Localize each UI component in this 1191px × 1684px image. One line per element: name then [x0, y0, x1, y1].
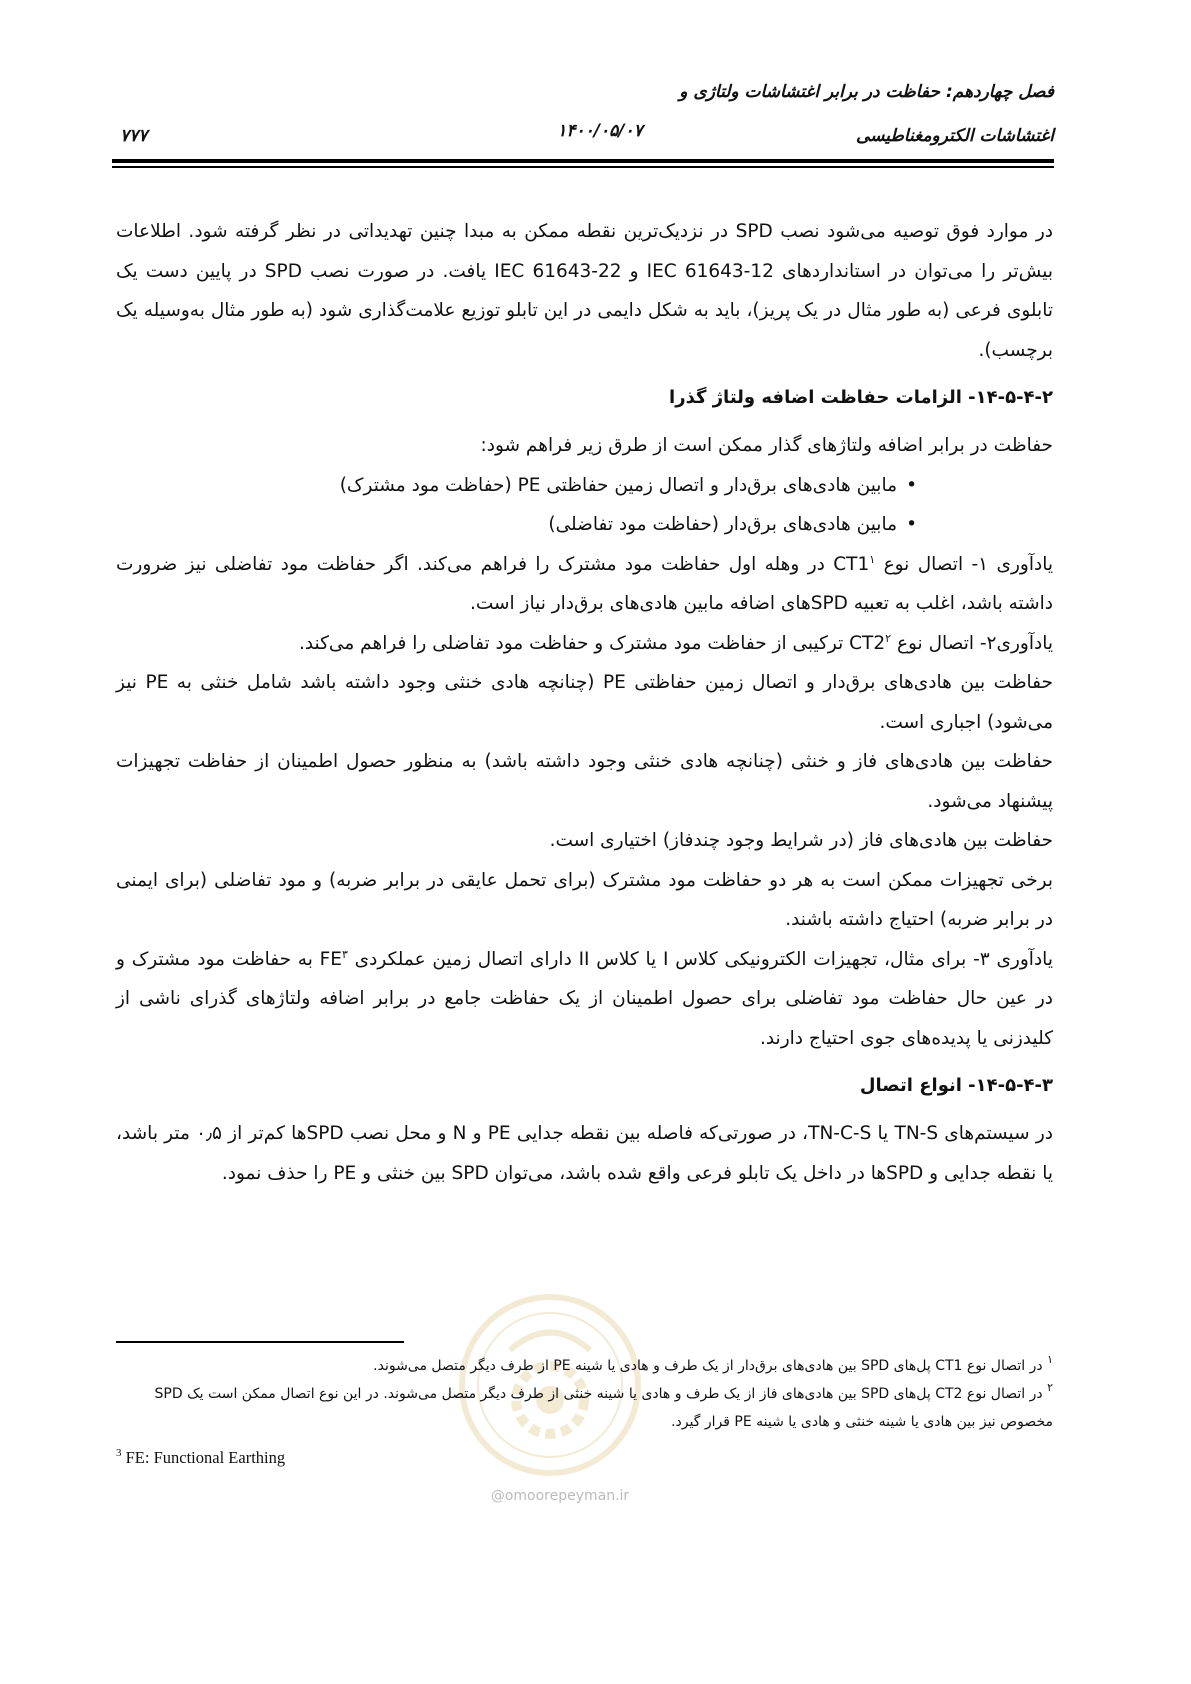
bullet-list — [116, 466, 1053, 545]
footnote-mark: 3 — [116, 1447, 122, 1459]
note-text: در وهله اول حفاظت مود مشترک را فراهم می‌کند. اگر حفاظت مود تفاضلی نیز ضرورت داشته باشد، اغلب به تعبیه SPDهای اضافه مابین هادی‌های برق‌دار نیاز است. — [116, 553, 1053, 614]
footnote-ref: ۱ — [869, 552, 876, 566]
footnote-mark: ۲ — [1047, 1381, 1053, 1394]
paragraph: حفاظت بین هادی‌های فاز (در شرایط وجود چندفاز) اختیاری است. — [549, 830, 1053, 851]
chapter-title: فصل چهاردهم: حفاظت در برابر اغتشاشات ولتاژی و — [679, 82, 1054, 102]
footnote-mark: ۱ — [1047, 1353, 1053, 1366]
body-text — [116, 212, 1053, 1193]
paragraph: برخی تجهیزات ممکن است به هر دو حفاظت مود مشترک (برای تحمل عایقی در برابر ضربه) و مود تفاضلی (برای ایمنی در برابر ضربه) احتیاج داشته باشند. — [116, 869, 1053, 930]
page-number: ۷۷۷ — [120, 126, 148, 146]
paragraph: در موارد فوق توصیه می‌شود نصب SPD در نزدیک‌ترین نقطه ممکن به مبدا چنین تهدیداتی در نظر گرفته شود. اطلاعات بیش‌تر را می‌توان در استانداردهای IEC 61643-12 و IEC 61643-22 یافت. در صورت نصب SPD در پایین دست یک تابلوی فرعی (به طور مثال در یک پریز)، باید به شکل دایمی در این تابلو توزیع علامت‌گذاری شود (به طور مثال به‌وسیله یک برچسب). — [116, 221, 1053, 361]
footnote-ref: ۲ — [885, 631, 892, 645]
note-text: یادآوری ۱- اتصال نوع CT1 — [833, 553, 1053, 575]
header-rule-thin — [112, 166, 1054, 168]
footnote-3 — [116, 1444, 1053, 1472]
footnotes — [116, 1352, 1053, 1472]
paragraph: حفاظت در برابر اضافه ولتاژهای گذار ممکن است از طرق زیر فراهم شود: — [480, 435, 1053, 456]
footnote-text: در اتصال نوع CT2 پل‌های SPD بین هادی‌های فاز از یک طرف و هادی یا شینه خنثی از طرف دیگر متصل می‌شوند. در این نوع اتصال ممکن است یک SPD مخصوص نیز بین هادی یا شینه خنثی و هادی یا شینه PE قرار گیرد. — [154, 1386, 1053, 1430]
note-1 — [116, 545, 1053, 624]
footnote-text: FE: Functional Earthing — [121, 1448, 286, 1467]
footnote-2 — [116, 1380, 1053, 1436]
note-text: ترکیبی از حفاظت مود مشترک و حفاظت مود تفاضلی را فراهم می‌کند. — [298, 632, 850, 654]
note-text: یادآوری۲- اتصال نوع CT2 — [849, 632, 1053, 654]
note-text: یادآوری ۳- برای مثال، تجهیزات الکترونیکی کلاس I یا کلاس II دارای اتصال زمین عملکردی FE — [319, 948, 1053, 970]
footnote-text: در اتصال نوع CT1 پل‌های SPD بین هادی‌های برق‌دار از یک طرف و هادی یا شینه PE از طرف دیگر متصل می‌شوند. — [373, 1358, 1048, 1374]
header-date: ۱۴۰۰/۰۵/۰۷ — [557, 121, 643, 141]
note-text: به حفاظت مود مشترک و در عین حال حفاظت مود تفاضلی برای حصول اطمینان از یک حفاظت جامع در برابر اضافه ولتاژهای گذرای ناشی از کلیدزنی یا پدیده‌های جوی احتیاج دارند. — [116, 948, 1053, 1049]
chapter-subtitle: اغتشاشات الکترومغناطیسی — [855, 126, 1054, 146]
watermark-site: @omoorepeyman.ir — [490, 1488, 630, 1504]
note-2 — [116, 624, 1053, 664]
paragraph: در سیستم‌های TN-S یا TN-C-S، در صورتی‌که فاصله بین نقطه جدایی PE و N و محل نصب SPDها کم‌تر از ۰٫۵ متر باشد، یا نقطه جدایی و SPDها در داخل یک تابلو فرعی واقع شده باشد، می‌توان SPD بین خنثی و PE را حذف نمود. — [116, 1123, 1053, 1184]
note-3 — [116, 940, 1053, 1059]
paragraph: حفاظت بین هادی‌های فاز و خنثی (چنانچه هادی خنثی وجود داشته باشد) به منظور حصول اطمینان از حفاظت تجهیزات پیشنهاد می‌شود. — [116, 751, 1053, 812]
list-item: • مابین هادی‌های برق‌دار و اتصال زمین حفاظتی PE (حفاظت مود مشترک) — [116, 466, 1053, 506]
section-heading: ۱۴-۵-۴-۳- انواع اتصال — [859, 1075, 1053, 1096]
footnote-separator — [116, 1341, 404, 1343]
footnote-ref: ۳ — [341, 947, 348, 961]
list-item: • مابین هادی‌های برق‌دار (حفاظت مود تفاضلی) — [116, 505, 1053, 545]
paragraph: حفاظت بین هادی‌های برق‌دار و اتصال زمین حفاظتی PE (چنانچه هادی خنثی وجود داشته باشد شامل خنثی به PE نیز می‌شود) اجباری است. — [116, 672, 1053, 733]
footnote-1 — [116, 1352, 1053, 1380]
header-rule-thick — [112, 159, 1054, 163]
section-heading: ۱۴-۵-۴-۲- الزامات حفاظت اضافه ولتاژ گذرا — [669, 387, 1053, 408]
